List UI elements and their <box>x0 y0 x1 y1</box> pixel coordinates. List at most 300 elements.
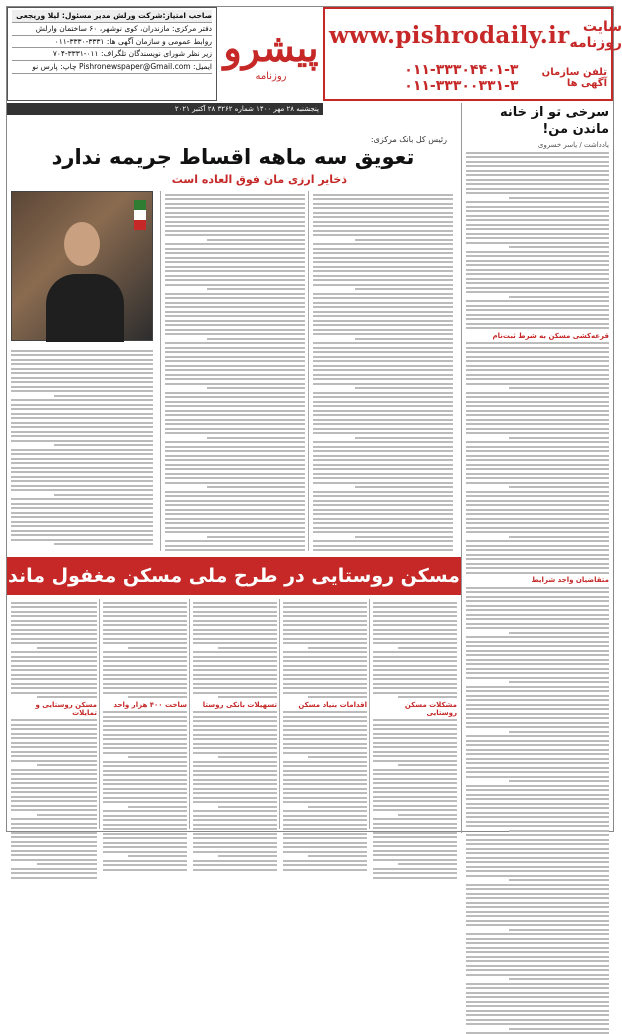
text-line <box>466 861 609 863</box>
text-line <box>313 252 453 254</box>
text-line <box>11 408 153 410</box>
text-line <box>466 446 609 448</box>
text-line <box>466 347 609 349</box>
text-line <box>165 365 305 367</box>
text-line <box>165 311 305 313</box>
text-line <box>11 471 153 473</box>
text-line <box>103 833 187 835</box>
article-body-text <box>193 711 277 871</box>
text-line <box>165 522 305 524</box>
text-line <box>373 624 457 626</box>
text-line <box>11 413 153 415</box>
sidebar-body-text <box>466 587 609 1034</box>
text-line <box>509 879 609 881</box>
text-line <box>373 800 457 802</box>
text-line <box>11 372 153 374</box>
text-line <box>313 306 453 308</box>
text-line <box>283 716 367 718</box>
text-line <box>103 665 187 667</box>
text-line <box>373 751 457 753</box>
text-line <box>165 284 305 286</box>
text-line <box>466 825 609 827</box>
text-line <box>165 198 305 200</box>
column-rule <box>279 599 280 829</box>
text-line <box>313 527 453 529</box>
text-line <box>54 494 153 496</box>
text-line <box>165 423 305 425</box>
text-line <box>193 779 277 781</box>
lead-column-2 <box>165 191 305 551</box>
text-line <box>373 796 457 798</box>
text-line <box>103 725 187 727</box>
second-column-3 <box>193 599 277 829</box>
text-line <box>103 729 187 731</box>
text-line <box>466 740 609 742</box>
text-line <box>165 513 305 515</box>
text-line <box>466 282 609 284</box>
text-line <box>466 798 609 800</box>
text-line <box>193 864 277 866</box>
text-line <box>466 174 609 176</box>
sidebar-title[interactable]: سرخی تو از خانه ماندن من! <box>466 105 609 139</box>
text-line <box>313 347 453 349</box>
text-line <box>11 823 97 825</box>
text-line <box>466 396 609 398</box>
text-line <box>193 720 277 722</box>
text-line <box>165 464 305 466</box>
text-line <box>313 275 453 277</box>
text-line <box>466 623 609 625</box>
text-line <box>466 762 609 764</box>
text-line <box>165 261 305 263</box>
text-line <box>466 201 609 203</box>
text-line <box>466 884 609 886</box>
text-line <box>11 728 97 730</box>
text-line <box>313 311 453 313</box>
lead-article <box>7 121 457 557</box>
site-label: سایت روزنامه <box>570 19 622 51</box>
text-line <box>373 782 457 784</box>
text-line <box>313 230 453 232</box>
text-line <box>313 324 453 326</box>
text-line <box>373 656 457 658</box>
info-row: روابط عمومی و سازمان آگهی ها: ۳۳۳۱-۳۳۳۰-۰۱۱ <box>12 36 212 49</box>
logo-subtitle: روزنامه <box>255 71 286 82</box>
text-line <box>313 531 453 533</box>
text-line <box>466 965 609 967</box>
text-line <box>313 302 453 304</box>
text-line <box>11 516 153 518</box>
text-line <box>128 855 187 857</box>
text-line <box>11 809 97 811</box>
text-line <box>466 609 609 611</box>
text-line <box>466 938 609 940</box>
text-line <box>11 832 97 834</box>
text-line <box>308 756 367 758</box>
text-line <box>103 615 187 617</box>
text-line <box>283 669 367 671</box>
text-line <box>466 477 609 479</box>
text-line <box>165 468 305 470</box>
text-line <box>283 765 367 767</box>
article-body-text <box>283 602 367 699</box>
text-line <box>283 738 367 740</box>
text-line <box>373 651 457 653</box>
text-line <box>193 797 277 799</box>
text-line <box>313 234 453 236</box>
text-line <box>466 522 609 524</box>
text-line <box>313 333 453 335</box>
text-line <box>373 818 457 820</box>
text-line <box>283 860 367 862</box>
text-line <box>103 716 187 718</box>
text-line <box>466 383 609 385</box>
text-line <box>466 753 609 755</box>
text-line <box>373 606 457 608</box>
text-line <box>11 462 153 464</box>
text-line <box>466 893 609 895</box>
text-line <box>313 455 453 457</box>
text-line <box>466 951 609 953</box>
text-line <box>193 819 277 821</box>
text-line <box>466 356 609 358</box>
text-line <box>313 401 453 403</box>
text-line <box>207 288 305 290</box>
text-line <box>11 449 153 451</box>
column-rule <box>308 191 309 551</box>
text-line <box>218 806 277 808</box>
text-line <box>103 656 187 658</box>
text-line <box>11 503 153 505</box>
text-line <box>466 672 609 674</box>
text-line <box>165 207 305 209</box>
text-line <box>313 266 453 268</box>
article-body-text <box>11 602 97 699</box>
text-line <box>128 647 187 649</box>
text-line <box>103 611 187 613</box>
column-rule <box>369 599 370 829</box>
text-line <box>193 770 277 772</box>
text-line <box>313 360 453 362</box>
text-line <box>11 687 97 689</box>
text-line <box>165 306 305 308</box>
text-line <box>103 683 187 685</box>
text-line <box>466 771 609 773</box>
article-body-text <box>373 602 457 699</box>
text-line <box>466 618 609 620</box>
text-line <box>193 815 277 817</box>
text-line <box>373 755 457 757</box>
text-line <box>193 783 277 785</box>
text-line <box>313 261 453 263</box>
text-line <box>509 731 609 733</box>
text-line <box>165 243 305 245</box>
text-line <box>165 509 305 511</box>
text-line <box>308 855 367 857</box>
text-line <box>103 602 187 604</box>
text-line <box>103 842 187 844</box>
site-url[interactable]: www.pishrodaily.ir <box>329 22 570 49</box>
text-line <box>466 572 609 574</box>
text-line <box>193 711 277 713</box>
lead-kicker: رئیس کل بانک مرکزی: <box>371 135 447 144</box>
text-line <box>313 221 453 223</box>
ad-label: تلفن سازمان آگهی ها <box>518 67 607 89</box>
text-line <box>165 374 305 376</box>
text-line <box>373 841 457 843</box>
text-line <box>165 212 305 214</box>
text-line <box>313 257 453 259</box>
text-line <box>466 255 609 257</box>
text-line <box>193 687 277 689</box>
text-line <box>466 713 609 715</box>
text-line <box>165 455 305 457</box>
text-line <box>466 527 609 529</box>
text-line <box>283 651 367 653</box>
text-line <box>11 377 153 379</box>
text-line <box>193 833 277 835</box>
text-line <box>313 414 453 416</box>
text-line <box>313 396 453 398</box>
text-line <box>466 156 609 158</box>
text-line <box>193 656 277 658</box>
text-line <box>165 324 305 326</box>
text-line <box>466 776 609 778</box>
text-line <box>193 615 277 617</box>
text-line <box>193 851 277 853</box>
text-line <box>373 678 457 680</box>
text-line <box>11 611 97 613</box>
text-line <box>373 836 457 838</box>
text-line <box>466 305 609 307</box>
text-line <box>509 780 609 782</box>
text-line <box>165 360 305 362</box>
text-line <box>373 660 457 662</box>
text-line <box>313 212 453 214</box>
text-line <box>466 455 609 457</box>
text-line <box>11 629 97 631</box>
text-line <box>283 602 367 604</box>
text-line <box>466 428 609 430</box>
text-line <box>11 512 153 514</box>
text-line <box>313 243 453 245</box>
text-line <box>313 549 453 551</box>
text-line <box>283 665 367 667</box>
text-line <box>165 216 305 218</box>
text-line <box>11 615 97 617</box>
second-headline[interactable]: مسکن روستایی در طرح ملی مسکن مغفول ماند <box>8 565 460 587</box>
text-line <box>103 651 187 653</box>
text-line <box>313 392 453 394</box>
text-line <box>103 738 187 740</box>
text-line <box>283 683 367 685</box>
text-line <box>509 681 609 683</box>
newspaper-logo <box>221 9 321 101</box>
text-line <box>466 237 609 239</box>
text-line <box>207 387 305 389</box>
text-line <box>128 696 187 698</box>
text-line <box>313 383 453 385</box>
text-line <box>37 647 97 649</box>
second-subhead: مسکن روستایی و تمایلات <box>11 701 97 717</box>
text-line <box>165 428 305 430</box>
text-line <box>11 724 97 726</box>
text-line <box>193 824 277 826</box>
text-line <box>103 860 187 862</box>
text-line <box>373 773 457 775</box>
text-line <box>373 737 457 739</box>
text-line <box>283 783 367 785</box>
text-line <box>193 620 277 622</box>
text-line <box>466 933 609 935</box>
text-line <box>466 563 609 565</box>
text-line <box>466 947 609 949</box>
text-line <box>11 453 153 455</box>
text-line <box>37 863 97 865</box>
info-row: زیر نظر شورای نویسندگان تلگراف: ۰۱۱-۳۳۳۱-۷۰۴ <box>12 48 212 61</box>
text-line <box>103 638 187 640</box>
text-line <box>466 803 609 805</box>
sidebar-subhead: قرعه‌کشی مسکن به شرط ثبت‌نام <box>466 332 609 340</box>
newspaper-page <box>6 6 614 832</box>
text-line <box>466 902 609 904</box>
text-line <box>466 1014 609 1016</box>
text-line <box>313 284 453 286</box>
text-line <box>466 870 609 872</box>
text-line <box>373 787 457 789</box>
text-line <box>466 650 609 652</box>
text-line <box>313 342 453 344</box>
text-line <box>313 491 453 493</box>
text-line <box>103 761 187 763</box>
text-line <box>313 248 453 250</box>
text-line <box>466 374 609 376</box>
text-line <box>103 678 187 680</box>
text-line <box>11 859 97 861</box>
text-line <box>466 641 609 643</box>
text-line <box>313 473 453 475</box>
text-line <box>466 161 609 163</box>
publisher-info-box <box>7 7 217 101</box>
text-line <box>283 611 367 613</box>
text-line <box>11 363 153 365</box>
text-line <box>313 518 453 520</box>
text-line <box>11 368 153 370</box>
text-line <box>313 428 453 430</box>
text-line <box>313 198 453 200</box>
text-line <box>103 801 187 803</box>
text-line <box>283 837 367 839</box>
text-line <box>466 360 609 362</box>
text-line <box>11 620 97 622</box>
text-line <box>466 699 609 701</box>
text-line <box>283 774 367 776</box>
lead-column-1 <box>313 191 453 551</box>
text-line <box>373 872 457 874</box>
text-line <box>283 720 367 722</box>
text-line <box>466 915 609 917</box>
sidebar-author: یادداشت / یاسر خسروی <box>466 141 609 149</box>
text-line <box>283 761 367 763</box>
text-line <box>165 518 305 520</box>
text-line <box>103 660 187 662</box>
text-line <box>165 405 305 407</box>
text-line <box>103 846 187 848</box>
text-line <box>466 767 609 769</box>
text-line <box>193 678 277 680</box>
text-line <box>193 729 277 731</box>
text-line <box>373 642 457 644</box>
lead-headline[interactable]: تعویق سه ماهه اقساط جریمه ندارد <box>13 145 453 170</box>
text-line <box>218 756 277 758</box>
text-line <box>11 390 153 392</box>
text-line <box>466 318 609 320</box>
text-line <box>373 665 457 667</box>
text-line <box>466 848 609 850</box>
text-line <box>373 629 457 631</box>
text-line <box>165 351 305 353</box>
text-line <box>466 432 609 434</box>
text-line <box>283 801 367 803</box>
text-line <box>466 839 609 841</box>
text-line <box>509 830 609 832</box>
flag-icon <box>134 200 146 230</box>
text-line <box>283 810 367 812</box>
text-line <box>373 877 457 879</box>
text-line <box>373 845 457 847</box>
text-line <box>103 851 187 853</box>
text-line <box>283 638 367 640</box>
text-line <box>193 792 277 794</box>
text-line <box>373 850 457 852</box>
text-line <box>313 495 453 497</box>
text-line <box>466 708 609 710</box>
text-line <box>313 351 453 353</box>
text-line <box>11 467 153 469</box>
article-body-text <box>103 602 187 699</box>
text-line <box>165 257 305 259</box>
text-line <box>509 437 609 439</box>
text-line <box>398 647 457 649</box>
text-line <box>373 687 457 689</box>
text-line <box>165 446 305 448</box>
text-line <box>37 814 97 816</box>
text-line <box>11 678 97 680</box>
text-line <box>165 230 305 232</box>
text-line <box>165 329 305 331</box>
text-line <box>165 531 305 533</box>
text-line <box>11 350 153 352</box>
text-line <box>466 206 609 208</box>
text-line <box>165 432 305 434</box>
text-line <box>398 863 457 865</box>
text-line <box>466 369 609 371</box>
text-line <box>165 356 305 358</box>
text-line <box>193 801 277 803</box>
text-line <box>466 287 609 289</box>
text-line <box>466 1023 609 1025</box>
text-line <box>466 992 609 994</box>
text-line <box>373 805 457 807</box>
text-line <box>509 536 609 538</box>
text-line <box>165 270 305 272</box>
text-line <box>466 423 609 425</box>
text-line <box>283 629 367 631</box>
text-line <box>355 486 453 488</box>
text-line <box>283 797 367 799</box>
text-line <box>313 365 453 367</box>
text-line <box>283 624 367 626</box>
